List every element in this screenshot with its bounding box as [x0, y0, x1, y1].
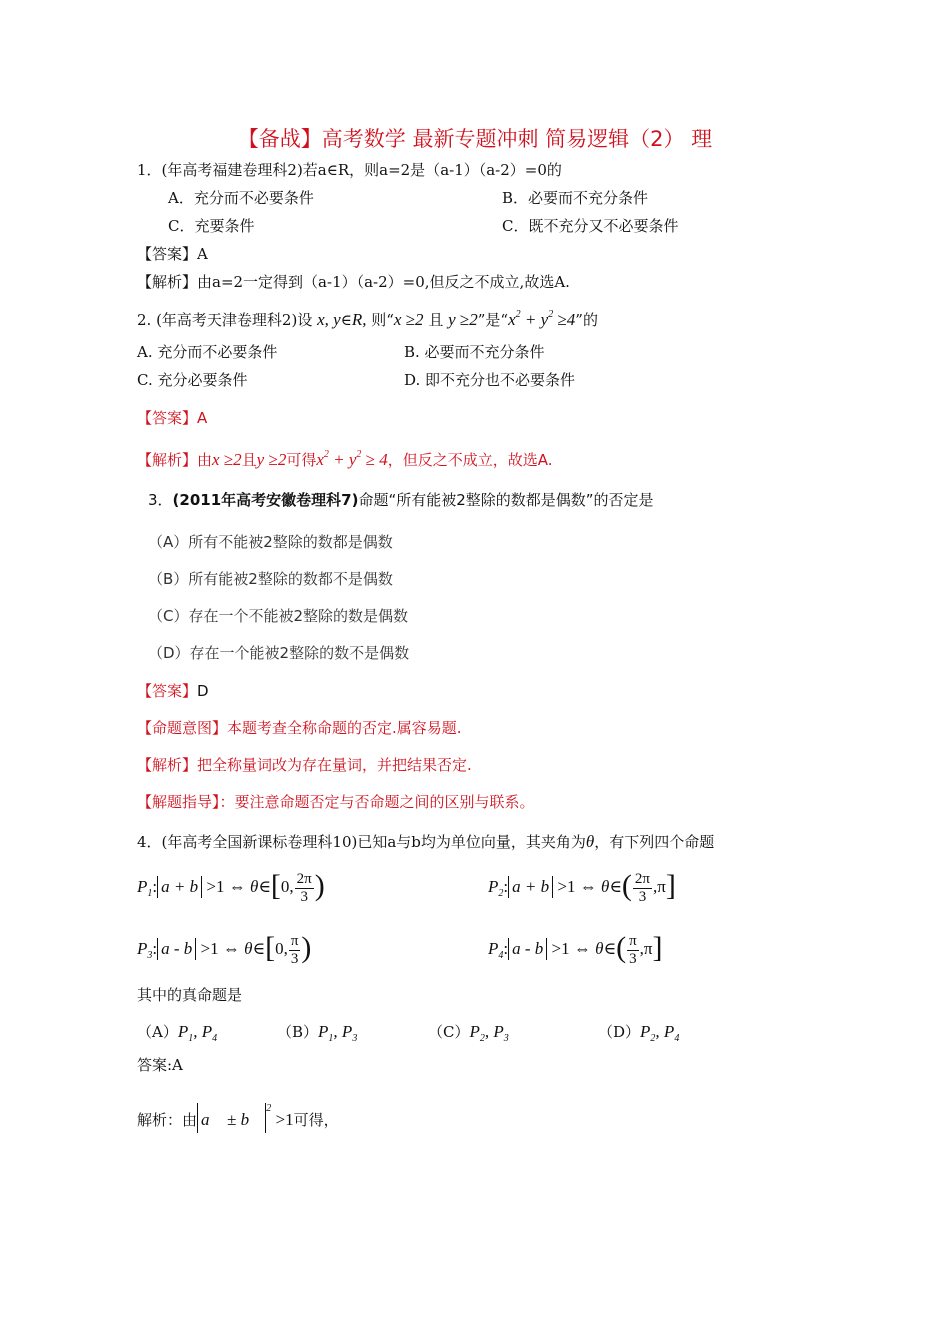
- q4-truth-prompt: 其中的真命题是: [137, 986, 243, 1004]
- q2-answer: 【答案】A: [137, 409, 208, 427]
- q3-stem: 3．(2011年高考安徽卷理科7)命题“所有能被2整除的数都是偶数”的否定是: [148, 491, 654, 509]
- q2-option-c: C. 充分必要条件: [137, 371, 248, 389]
- q1-stem: 1．(年高考福建卷理科2)若a∈R，则a=2是（a-1）（a-2）=0的: [137, 161, 562, 179]
- q4-proposition-p1: $P_1$: a + b >1 ⇔ θ∈[0, $\frac{2\pi}{3}$ ): [137, 869, 325, 905]
- q2-math-xy-in-R: x, y: [317, 310, 341, 329]
- q2-math-y-ge-2: y ≥2: [448, 310, 478, 329]
- q4-answer: 答案:A: [137, 1056, 183, 1074]
- q3-intent: 【命题意图】本题考查全称命题的否定.属容易题.: [137, 719, 462, 737]
- q4-option-c: $(C)P_2$, $P_3$: [428, 1022, 509, 1044]
- q3-option-a: （A）所有不能被2整除的数都是偶数: [148, 533, 393, 551]
- q1-analysis: 【解析】由a=2一定得到（a-1）（a-2）=0,但反之不成立,故选A.: [137, 273, 570, 291]
- q2-option-d: D. 即不充分也不必要条件: [404, 371, 576, 389]
- q2-stem: 2. (年高考天津卷理科2)设 x, y∈R, 则“x ≥2 且 y ≥2”是“$x^2 + y^2 \ge 4$”的: [137, 309, 598, 329]
- q3-option-c: （C）存在一个不能被2整除的数是偶数: [148, 607, 409, 625]
- q4-proposition-p3: $P_3$: a - b >1 ⇔ θ∈[0, $\frac{\pi}{3}$ ): [137, 931, 312, 967]
- q4-option-a: $(A)P_1$, $P_4$: [137, 1022, 218, 1044]
- q3-guide: 【解题指导】：要注意命题否定与否命题之间的区别与联系。: [137, 793, 535, 811]
- q4-proposition-p4: $P_4$: a - b >1 ⇔ θ∈( $\frac{\pi}{3}$ ,π]: [488, 931, 663, 967]
- q1-option-c: C．充要条件: [168, 217, 255, 235]
- q2-analysis: 【解析】由x ≥2且y ≥2可得$x^2 + y^2 \ge 4$，但反之不成立，故选A.: [137, 449, 553, 469]
- q2-number: 2. (年高考天津卷理科2)设: [137, 311, 313, 329]
- q1-option-d: C．既不充分又不必要条件: [502, 217, 679, 235]
- q2-analysis-math-sum: $x^2 + y^2 \ge 4$: [316, 449, 388, 469]
- q2-math-sum-squares: $x^2 + y^2 \ge 4$: [508, 309, 576, 329]
- q1-option-a: A．充分而不必要条件: [168, 189, 314, 207]
- q4-analysis: 解析：由 a⃗ ± b⃗$^2$ >1可得，: [137, 1100, 339, 1140]
- q2-option-b: B. 必要而不充分条件: [404, 343, 545, 361]
- q1-option-b: B．必要而不充分条件: [502, 189, 649, 207]
- q2-analysis-math-y: y ≥2: [256, 450, 287, 469]
- q4-option-d: $(D)P_2$, $P_4$: [598, 1022, 680, 1044]
- q4-math-theta: θ: [585, 832, 595, 851]
- q3-option-d: （D）存在一个能被2整除的数不是偶数: [148, 644, 410, 662]
- q3-source: (2011年高考安徽卷理科7): [172, 491, 359, 509]
- q4-stem: 4．(年高考全国新课标卷理科10)已知a与b均为单位向量，其夹角为θ，有下列四个命题: [137, 832, 715, 851]
- q2-math-x-ge-2: x ≥2: [393, 310, 424, 329]
- q4-analysis-math: a⃗ ± b⃗$^2$ >1: [197, 1110, 294, 1129]
- q2-analysis-math-x: x ≥2: [212, 450, 242, 469]
- q2-option-a: A. 充分而不必要条件: [137, 343, 278, 361]
- q4-option-b: $(B)P_1$, $P_3$: [277, 1022, 358, 1044]
- q3-answer: 【答案】D: [137, 682, 209, 700]
- q3-option-b: （B）所有能被2整除的数都不是偶数: [148, 570, 393, 588]
- page-title: 【备战】高考数学 最新专题冲刺 简易逻辑（2） 理: [237, 127, 713, 151]
- q4-proposition-p2: $P_2$: a + b >1 ⇔ θ∈( $\frac{2\pi}{3}$ ,π]: [488, 869, 676, 905]
- q1-answer: 【答案】A: [137, 245, 208, 263]
- q3-analysis: 【解析】把全称量词改为存在量词，并把结果否定.: [137, 756, 472, 774]
